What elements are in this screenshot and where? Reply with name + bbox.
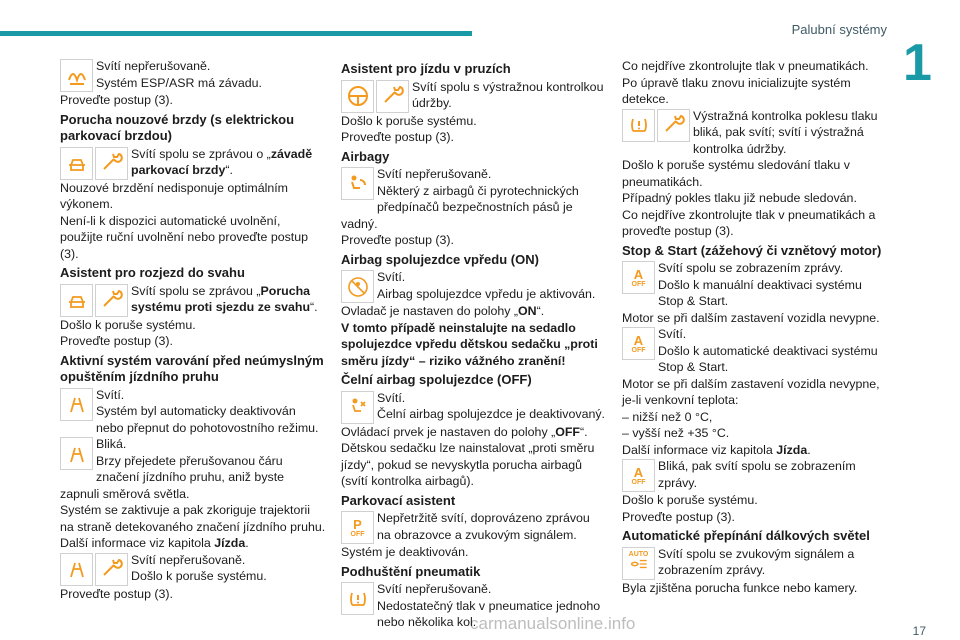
hill-para-3: Proveďte postup (3). xyxy=(60,334,173,348)
passenger-airbag-on-icon xyxy=(341,270,374,303)
poff-t4: Dětskou sedačku lze nainstalovat „proti směru jízdy“, pokud se nevyskytla porucha airbagů (svítí kontrolka airbagů). xyxy=(341,441,595,488)
pon-t2: Airbag spolujezdce vpředu je aktivován. xyxy=(377,286,596,301)
ss-b6-bold: Jízda xyxy=(776,442,808,457)
lane-departure-icon xyxy=(60,553,93,586)
auto-t1: Svítí spolu se zvukovým signálem a zobrazením zprávy. xyxy=(658,546,855,577)
wrench-icon xyxy=(95,147,128,180)
lane-b4-bold: Jízda xyxy=(214,536,246,550)
tyre-t1: Svítí nepřerušovaně. xyxy=(377,582,492,596)
pon-t1: Svítí. xyxy=(377,270,406,284)
ss-b6: Další informace viz kapitola xyxy=(622,442,777,457)
wrench-icon xyxy=(95,553,128,586)
ss-c1: Bliká, pak svítí spolu se zobrazením zprávy. xyxy=(658,459,856,490)
chapter-number: 1 xyxy=(903,34,932,92)
tyre2-p5: Co nejdříve zkontrolujte tlak v pneumatikách a proveďte postup (3). xyxy=(622,207,876,238)
car-warning-icon xyxy=(60,284,93,317)
airbag-icon xyxy=(341,167,374,200)
section-heading-brake: Porucha nouzové brzdy (s elektrickou parkovací brzdou) xyxy=(60,111,295,143)
tyre-t2: Nedostatečný tlak v pneumatice jednoho nebo několika kol. xyxy=(377,598,601,629)
wrench-icon xyxy=(95,284,128,317)
airbags-t2: Některý z airbagů či pyrotechnických předpínačů bezpečnostních pásů je vadný. xyxy=(341,183,579,231)
section-heading-lane: Aktivní systém varování před neúmyslným opuštěním jízdního pruhu xyxy=(60,352,324,384)
ss-b6-end: . xyxy=(807,442,811,457)
lane-b3: Systém se zaktivuje a pak zkoriguje trajektorii na straně detekovaného značení jízdního pruhu. xyxy=(60,503,326,534)
poff-t3-bold: OFF xyxy=(555,424,580,439)
section-heading-lka: Asistent pro jízdu v pruzích xyxy=(341,61,511,76)
esp-text-3: Proveďte postup (3). xyxy=(60,93,173,107)
poff-t3-end: “. xyxy=(580,424,588,439)
section-heading-auto-beam: Automatické přepínání dálkových světel xyxy=(622,528,870,543)
ss-c2: Došlo k poruše systému. xyxy=(622,493,758,507)
lane-b2: Brzy přejedete přerušovanou čáru značení jízdního pruhu, aniž byste zapnuli směrová světla. xyxy=(60,453,285,501)
section-heading-airbags: Airbagy xyxy=(341,148,390,164)
lane-b4: Další informace viz kapitola xyxy=(60,536,215,550)
park-p2: Systém je deaktivován. xyxy=(341,545,469,559)
ss-a1: Svítí spolu se zobrazením zprávy. xyxy=(658,261,844,275)
section-heading-stop-start: Stop & Start (zážehový či vznětový motor) xyxy=(622,242,882,258)
page-title: Palubní systémy xyxy=(791,22,887,37)
passenger-airbag-off-icon xyxy=(341,391,374,424)
watermark: carmanualsonline.info xyxy=(470,614,636,633)
pon-warning: V tomto případě neinstalujte na sedadlo spolujezdce vpředu dětskou sedačku „proti směru jízdy“ – riziko vážného zranění! xyxy=(341,320,598,368)
ss-b4: – nižší než 0 °C, xyxy=(622,409,713,424)
parking-assist-off-icon: P OFF xyxy=(341,511,374,544)
lane-c3: Proveďte postup (3). xyxy=(60,586,173,601)
lane-a2: Systém byl automaticky deaktivován nebo přepnut do pohotovostního režimu. xyxy=(96,404,319,435)
column-2 xyxy=(341,58,607,631)
section-heading-hill: Asistent pro rozjezd do svahu xyxy=(60,265,245,280)
lane-c2: Došlo k poruše systému. xyxy=(131,569,267,583)
lane-b4-end: . xyxy=(245,536,249,550)
brake-para-2: Nouzové brzdění nedisponuje optimálním výkonem. xyxy=(60,180,288,211)
auto-p2: Byla zjištěna porucha funkce nebo kamery. xyxy=(622,580,858,595)
ss-a2: Došlo k manuální deaktivaci systému Stop & Start. xyxy=(658,277,862,308)
ss-b2: Došlo k automatické deaktivaci systému Stop & Start. xyxy=(658,343,878,374)
poff-t3: Ovládací prvek je nastaven do polohy „ xyxy=(341,424,556,439)
lane-c1: Svítí nepřerušovaně. xyxy=(131,552,246,567)
wrench-icon xyxy=(657,109,690,142)
column-1 xyxy=(60,58,326,602)
wrench-icon xyxy=(376,80,409,113)
tyre2-t1: Výstražná kontrolka poklesu tlaku bliká, pak svítí; svítí i výstražná kontrolka údržby. xyxy=(693,108,878,156)
hill-text-bold: Porucha systému proti sjezdu ze svahu xyxy=(131,283,311,314)
section-heading-passenger-off: Čelní airbag spolujezdce (OFF) xyxy=(341,372,532,387)
steering-wheel-icon xyxy=(341,80,374,113)
ss-b5: – vyšší než +35 °C. xyxy=(622,426,730,440)
lka-para-3: Proveďte postup (3). xyxy=(341,130,454,144)
airbags-p3: Proveďte postup (3). xyxy=(341,233,454,247)
tyre2-p2: Po úpravě tlaku znovu inicializujte systém detekce. xyxy=(622,75,851,106)
tyre-pressure-icon xyxy=(341,582,374,615)
lane-a1: Svítí. xyxy=(96,387,125,402)
pon-t3-end: “. xyxy=(536,304,545,318)
brake-text-bold: závadě parkovací brzdy xyxy=(131,146,313,177)
stop-start-off-icon: A OFF xyxy=(622,327,655,360)
hill-text-end: “. xyxy=(310,300,318,314)
lane-departure-icon xyxy=(60,388,93,421)
section-heading-parking: Parkovací asistent xyxy=(341,492,456,508)
esp-text-1: Svítí nepřerušovaně. xyxy=(96,59,211,73)
car-warning-icon xyxy=(60,147,93,180)
hill-para-2: Došlo k poruše systému. xyxy=(60,317,196,332)
hill-text: Svítí spolu se zprávou „ xyxy=(131,283,261,298)
stop-start-off-icon: A OFF xyxy=(622,459,655,492)
ss-c3: Proveďte postup (3). xyxy=(622,509,735,524)
esp-icon xyxy=(60,59,93,92)
tyre2-p3: Došlo k poruše systému sledování tlaku v pneumatikách. xyxy=(622,158,850,189)
ss-a3: Motor se při dalším zastavení vozidla nevypne. xyxy=(622,310,880,325)
pon-t3-bold: ON xyxy=(518,304,537,318)
lka-text: Svítí spolu s výstražnou kontrolkou údržby. xyxy=(412,79,604,110)
esp-text-2: Systém ESP/ASR má závadu. xyxy=(96,75,262,90)
lane-b1: Bliká. xyxy=(96,437,127,451)
lka-para-2: Došlo k poruše systému. xyxy=(341,113,477,128)
poff-t2: Čelní airbag spolujezdce je deaktivovaný. xyxy=(377,407,605,421)
ss-b3: Motor se při dalším zastavení vozidla nevypne, je-li venkovní teplota: xyxy=(622,376,880,407)
tyre-pressure-icon xyxy=(622,109,655,142)
brake-text: Svítí spolu se zprávou o „ xyxy=(131,146,271,161)
pon-t3: Ovladač je nastaven do polohy „ xyxy=(341,304,519,318)
section-heading-passenger-on: Airbag spolujezdce vpředu (ON) xyxy=(341,251,539,267)
tyre2-p1: Co nejdříve zkontrolujte tlak v pneumatikách. xyxy=(622,59,869,73)
page-number: 17 xyxy=(912,624,926,638)
park-t1: Nepřetržitě svítí, doprovázeno zprávou na obrazovce a zvukovým signálem. xyxy=(377,511,590,542)
poff-t1: Svítí. xyxy=(377,390,406,405)
tyre2-p4: Případný pokles tlaku již nebude sledován. xyxy=(622,191,857,205)
brake-text-end: “. xyxy=(225,163,233,177)
airbags-t1: Svítí nepřerušovaně. xyxy=(377,167,492,181)
lane-departure-icon xyxy=(60,437,93,470)
brake-para-3: Není-li k dispozici automatické uvolnění, použijte ruční uvolnění nebo proveďte postup (3). xyxy=(60,213,309,261)
section-heading-tyre: Podhuštění pneumatik xyxy=(341,563,481,579)
column-3 xyxy=(622,58,890,596)
header-bar xyxy=(0,31,472,36)
auto-high-beam-icon: AUTO xyxy=(622,547,655,580)
ss-b1: Svítí. xyxy=(658,327,687,341)
stop-start-off-icon: A OFF xyxy=(622,261,655,294)
